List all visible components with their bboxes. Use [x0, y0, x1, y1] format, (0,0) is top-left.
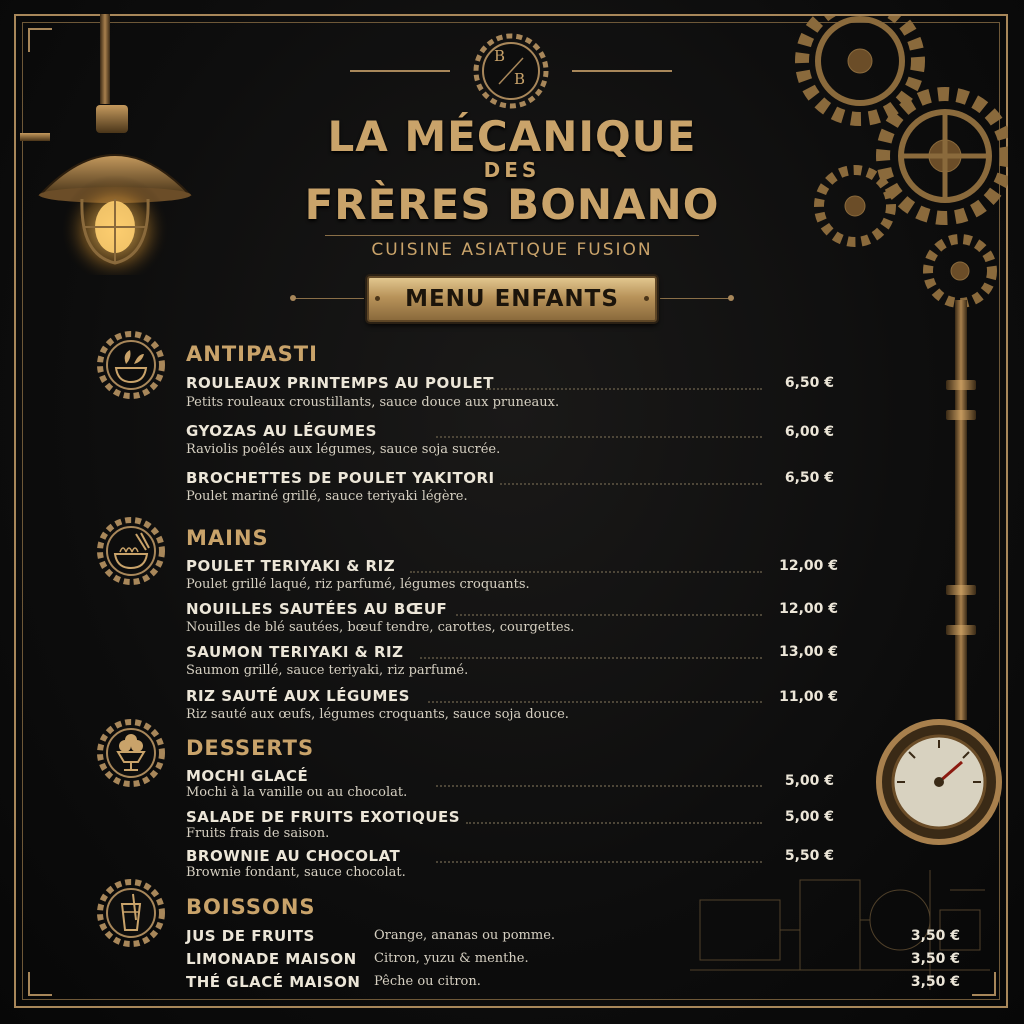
plaque-dot	[728, 295, 734, 301]
menu-item-price: 13,00 €	[779, 644, 838, 660]
drink-price: 3,50 €	[910, 974, 960, 990]
menu-item-price: 5,00 €	[784, 773, 834, 789]
menu-label: MENU ENFANTS	[405, 286, 619, 312]
menu-item-description: Saumon grillé, sauce teriyaki, riz parfumé.	[186, 663, 469, 678]
pipe-joint	[946, 625, 976, 635]
menu-item-price: 6,50 €	[784, 375, 834, 391]
dot-leader	[486, 388, 762, 390]
dot-leader	[436, 436, 762, 438]
menu-item-description: Petits rouleaux croustillants, sauce douce aux pruneaux.	[186, 395, 560, 410]
rivet	[644, 296, 649, 301]
menu-item-name: RIZ SAUTÉ AUX LÉGUMES	[186, 687, 410, 705]
menu-item-description: Fruits frais de saison.	[186, 826, 330, 841]
plaque-rule	[660, 298, 730, 299]
restaurant-title-line3: FRÈRES BONANO	[304, 180, 720, 229]
right-pipe	[955, 300, 967, 720]
menu-item-name: ROULEAUX PRINTEMPS AU POULET	[186, 374, 495, 392]
dot-leader	[420, 657, 762, 659]
menu-item-name: BROWNIE AU CHOCOLAT	[186, 847, 401, 865]
dot-leader	[428, 701, 762, 703]
drink-name: JUS DE FRUITS	[186, 927, 315, 945]
pipe-joint	[946, 585, 976, 595]
menu-item-description: Brownie fondant, sauce chocolat.	[186, 865, 406, 880]
section-title-antipasti: ANTIPASTI	[186, 342, 318, 366]
drink-glass-icon	[96, 878, 166, 948]
plaque-dot	[290, 295, 296, 301]
menu-item-description: Riz sauté aux œufs, légumes croquants, sauce soja douce.	[186, 707, 569, 722]
restaurant-title-line1: LA MÉCANIQUE	[327, 112, 697, 161]
section-title-mains: MAINS	[186, 526, 269, 550]
menu-item-name: MOCHI GLACÉ	[186, 767, 309, 785]
corner-ornament	[28, 28, 52, 52]
menu-item-name: GYOZAS AU LÉGUMES	[186, 422, 377, 440]
menu-item-name: BROCHETTES DE POULET YAKITORI	[186, 469, 495, 487]
menu-item-price: 12,00 €	[779, 558, 838, 574]
ice-cream-cup-icon	[96, 718, 166, 788]
menu-item-price: 12,00 €	[779, 601, 838, 617]
drink-description: Pêche ou citron.	[374, 974, 481, 989]
menu-plaque	[367, 276, 657, 322]
corner-ornament	[28, 972, 52, 996]
menu-item-price: 5,50 €	[784, 848, 834, 864]
dot-leader	[500, 483, 762, 485]
section-title-desserts: DESSERTS	[186, 736, 315, 760]
lamp-icon	[20, 95, 210, 275]
dot-leader	[436, 785, 762, 787]
lamp-pipe	[100, 14, 110, 104]
drink-name: LIMONADE MAISON	[186, 950, 357, 968]
monogram-letter-top: B	[494, 47, 506, 65]
dot-leader	[456, 614, 762, 616]
rivet	[375, 296, 380, 301]
dot-leader	[466, 822, 762, 824]
pressure-gauge-icon	[876, 706, 1002, 846]
menu-item-price: 11,00 €	[779, 689, 838, 705]
drink-description: Citron, yuzu & menthe.	[374, 951, 529, 966]
restaurant-title-line2: DES	[483, 158, 541, 182]
title-divider	[325, 235, 699, 236]
menu-item-name: NOUILLES SAUTÉES AU BŒUF	[186, 600, 448, 618]
menu-item-description: Poulet mariné grillé, sauce teriyaki légère.	[186, 489, 468, 504]
monogram-rule	[350, 70, 450, 72]
plaque-rule	[294, 298, 364, 299]
menu-item-name: POULET TERIYAKI & RIZ	[186, 557, 396, 575]
dot-leader	[436, 861, 762, 863]
drink-name: THÉ GLACÉ MAISON	[186, 973, 361, 991]
dot-leader	[410, 571, 762, 573]
noodle-bowl-icon	[96, 516, 166, 586]
menu-item-price: 6,50 €	[784, 470, 834, 486]
menu-item-name: SALADE DE FRUITS EXOTIQUES	[186, 808, 461, 826]
menu-item-price: 5,00 €	[784, 809, 834, 825]
menu-item-description: Mochi à la vanille ou au chocolat.	[186, 785, 408, 800]
cuisine-subtitle: CUISINE ASIATIQUE FUSION	[371, 240, 653, 260]
monogram-emblem	[472, 32, 550, 110]
menu-item-description: Nouilles de blé sautées, bœuf tendre, carottes, courgettes.	[186, 620, 575, 635]
menu-item-name: SAUMON TERIYAKI & RIZ	[186, 643, 404, 661]
pipe-joint	[946, 410, 976, 420]
menu-item-description: Poulet grillé laqué, riz parfumé, légumes croquants.	[186, 577, 530, 592]
monogram-rule	[572, 70, 672, 72]
bowl-leaf-icon	[96, 330, 166, 400]
drink-description: Orange, ananas ou pomme.	[374, 928, 556, 943]
menu-item-price: 6,00 €	[784, 424, 834, 440]
drink-price: 3,50 €	[910, 951, 960, 967]
pipe-joint	[946, 380, 976, 390]
section-title-boissons: BOISSONS	[186, 895, 316, 919]
drink-price: 3,50 €	[910, 928, 960, 944]
monogram-letter-bottom: B	[514, 70, 526, 88]
menu-item-description: Raviolis poêlés aux légumes, sauce soja sucrée.	[186, 442, 501, 457]
